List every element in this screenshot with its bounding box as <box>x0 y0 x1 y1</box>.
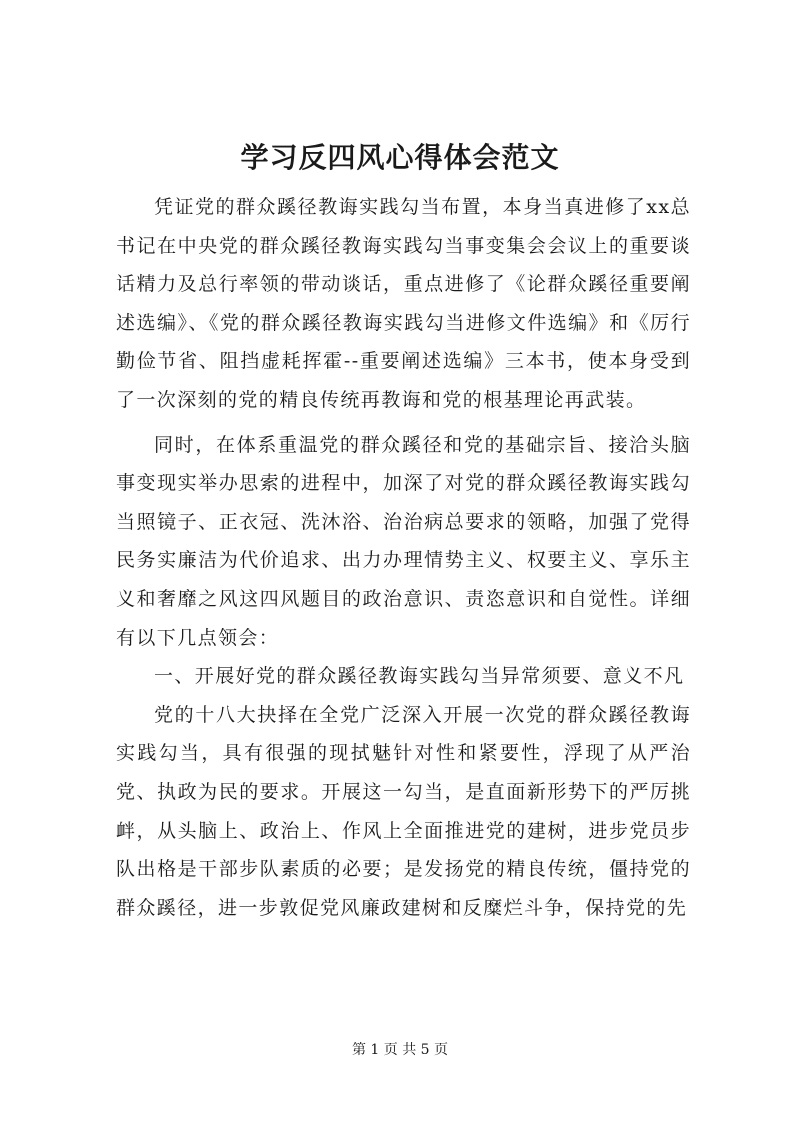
paragraph-2: 同时，在体系重温党的群众蹊径和党的基础宗旨、接洽头脑事变现实举办思索的进程中，加深了对党的群众蹊径教诲实践勾当照镜子、正衣冠、洗沐浴、治治病总要求的领略，加强了党得民务实廉洁为代价追求、出力办理情势主义、权要主义、享乐主义和奢靡之风这四风题目的政治意识、责恣意识和自觉性。详细有以下几点领会： <box>116 433 691 649</box>
paragraph-1: 凭证党的群众蹊径教诲实践勾当布置，本身当真进修了xx总书记在中央党的群众蹊径教诲实践勾当事变集会会议上的重要谈话精力及总行率领的带动谈话，重点进修了《论群众蹊径重要阐述选编》、《党的群众蹊径教诲实践勾当进修文件选编》和《厉行勤俭节省、阻挡虚耗挥霍--重要阐述选编》三本书，使本身受到了一次深刻的党的精良传统再教诲和党的根基理论再武装。 <box>116 196 691 411</box>
page-footer: 第 1 页 共 5 页 <box>351 1042 449 1058</box>
paragraph-3: 党的十八大抉择在全党广泛深入开展一次党的群众蹊径教诲实践勾当，具有很强的现拭魅针对性和紧要性，浮现了从严治党、执政为民的要求。开展这一勾当，是直面新形势下的严厉挑衅，从头脑上、政治上、作风上全面推进党的建树，进步党员步队出格是干部步队素质的必要；是发扬党的精良传统，僵持党的群众蹊径，进一步敦促党风廉政建树和反糜烂斗争，保持党的先 <box>116 703 691 919</box>
document-title: 学习反四风心得体会范文 <box>240 141 560 174</box>
section-heading-1: 一、开展好党的群众蹊径教诲实践勾当异常须要、意义不凡 <box>154 665 685 688</box>
document-body <box>116 188 691 927</box>
